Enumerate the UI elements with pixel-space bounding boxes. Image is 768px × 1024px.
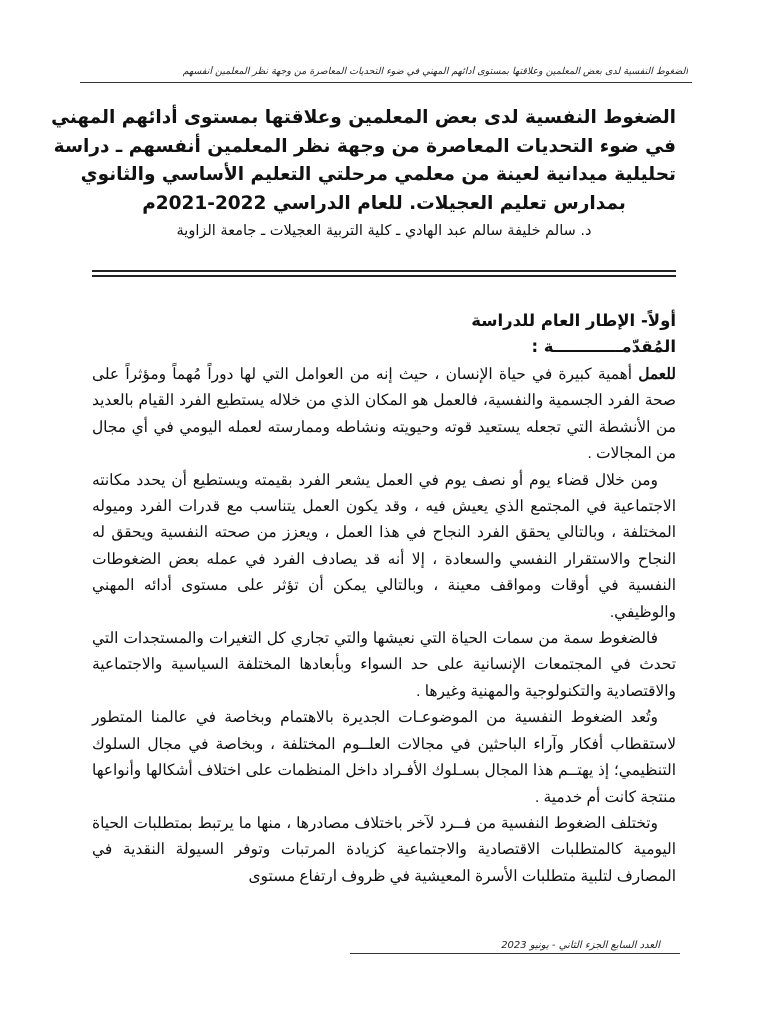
body-paragraph [92,468,676,626]
footer-rule [350,953,680,954]
paragraph-text: وتُعد الضغوط النفسية من الموضوعـات الجديرة بالاهتمام وبخاصة في عالمنا المتطور لاستقطاب أفكار وآراء الباحثين في مجالات العلــوم المختلفة ، وبخاصة في مجال السلوك التنظيمي؛ إذ يهتــم هذا المجال بسـلوك الأفـراد داخل المنظمات على اختلاف أشكالها وأنواعها منتجة كانت أم خدمية . [92,709,676,806]
title-block [51,104,676,242]
author-affiliation: د. سالم خليفة سالم عبد الهادي ـ كلية التربية العجيلات ـ جامعة الزاوية [176,223,592,239]
footer-issue-label: العدد السابع الجزء الثاني - يونيو 2023 [501,940,660,951]
paragraph-text: ومن خلال قضاء يوم أو نصف يوم في العمل يشعر الفرد بقيمته ويستطيع أن يحدد مكانته الاجتماعية في المجتمع الذي يعيش فيه ، وقد يكون العمل يتناسب مع قدرات الفرد وميوله المختلفة ، وبالتالي يحقق الفرد النجاح في هذا العمل ، ويعزز من صحته النفسية ويحقق له النجاح والاستقرار النفسي والسعادة ، إلا أنه قد يصادف الفرد في عمله بعض الضغوطات النفسية في أوقات ومواقف معينة ، وبالتالي يمكن أن تؤثر على مستوى أدائه المهني والوظيفي. [92,471,676,621]
section-heading: أولاً- الإطار العام للدراسة [471,311,676,330]
subsection-heading: المُقدّمــــــــــــة : [531,337,676,356]
paragraph-text: وتختلف الضغوط النفسية من فــرد لآخر باختلاف مصادرها ، منها ما يرتبط بمتطلبات الحياة اليومية كالمتطلبات الاقتصادية والاجتماعية كزيادة المرتبات وتوفر السيولة النقدية في المصارف لتلبية متطلبات الأسرة المعيشية في ظروف ارتفاع مستوى [92,814,676,885]
body-paragraph [92,626,676,705]
header-rule [80,82,692,83]
title-double-rule [92,270,676,277]
paragraph-text: فالضغوط سمة من سمات الحياة التي نعيشها والتي تجاري كل التغيرات والمستجدات التي تحدث في المجتمعات الإنسانية على حد السواء وبأبعادها المختلفة السياسية والاجتماعية والاقتصادية والتكنولوجية والمهنية وغيرها . [92,630,676,700]
paper-title [51,104,676,218]
running-head: الضغوط النفسية لدى بعض المعلمين وعلاقتها بمستوى أدائهم المهني في ضوء التحديات المعاصرة من وجهة نظر المعلمين أنفسهم [182,66,688,77]
body-paragraph [92,705,676,811]
title-line: الضغوط النفسية لدى بعض المعلمين وعلاقتها بمستوى أدائهم المهني [51,107,676,128]
paragraph-text: أهمية كبيرة في حياة الإنسان ، حيث إنه من العوامل التي لها دوراً مُهماً ومؤثراً على صحة الفرد الجسمية والنفسية، فالعمل هو المكان الذي من خلاله يستطيع الفرد القيام بالعديد من الأنشطة التي تجعله يستعيد قوته وحيويته ونشاطه وممارسته لعمله اليومي في أي مجال من المجالات . [92,366,676,463]
paragraph-lead: للعمل [638,366,676,383]
title-line: تحليلية ميدانية لعينة من معلمي مرحلتي التعليم الأساسي والثانوي [80,164,676,185]
body-paragraph [92,811,676,890]
main-content [92,308,676,890]
title-line: في ضوء التحديات المعاصرة من وجهة نظر المعلمين أنفسهم ـ دراسة [53,135,676,157]
page-footer [350,938,680,958]
title-line: بمدارس تعليم العجيلات. للعام الدراسي 2022-2021م [142,192,626,214]
body-paragraph [92,362,676,468]
